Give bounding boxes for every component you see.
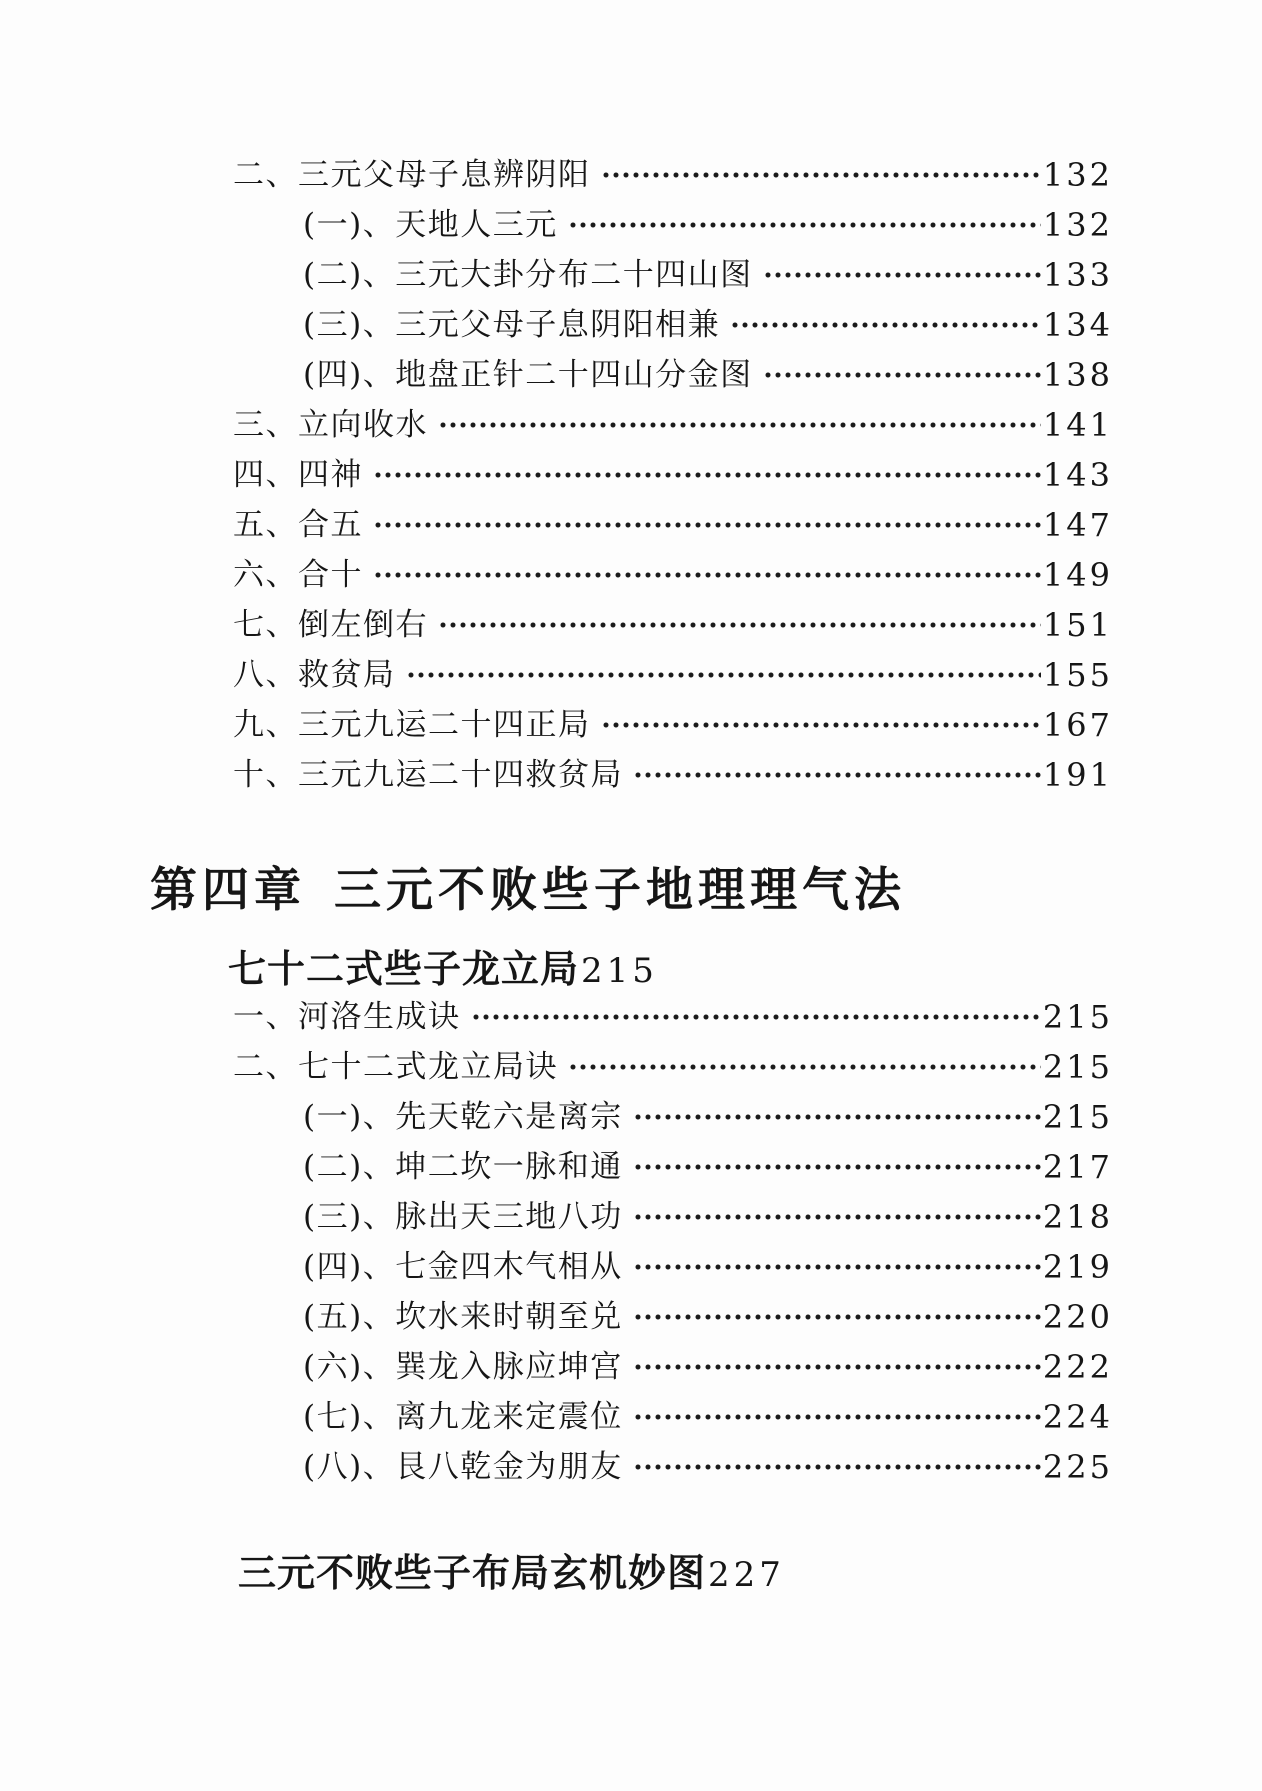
toc-entry-label: 二、七十二式龙立局诀 xyxy=(233,1048,558,1085)
dot-leader xyxy=(633,1342,1041,1392)
toc-entry xyxy=(0,500,1262,550)
toc-entry-page-number: 141 xyxy=(1042,406,1113,444)
toc-entry xyxy=(0,750,1262,800)
section-heading xyxy=(228,948,1262,992)
dot-leader xyxy=(373,550,1041,600)
dot-leader xyxy=(633,1442,1041,1492)
toc-content xyxy=(0,150,1262,1596)
toc-entry-label: (二)、坤二坎一脉和通 xyxy=(303,1148,623,1185)
chapter-number: 第四章 xyxy=(150,863,306,918)
toc-entry-label: 十、三元九运二十四救贫局 xyxy=(233,756,623,793)
toc-entry xyxy=(0,200,1262,250)
toc-entry xyxy=(0,1392,1262,1442)
dot-leader xyxy=(633,750,1041,800)
toc-entry-label: (八)、艮八乾金为朋友 xyxy=(303,1448,623,1485)
toc-entry xyxy=(0,650,1262,700)
toc-entry-label: 四、四神 xyxy=(233,456,363,493)
toc-entry-page-number: 155 xyxy=(1042,656,1113,694)
dot-leader xyxy=(568,1042,1041,1092)
toc-entry-page-number: 215 xyxy=(1042,1098,1113,1136)
toc-entry-page-number: 215 xyxy=(1042,1048,1113,1086)
toc-entry-label: (一)、先天乾六是离宗 xyxy=(303,1098,623,1135)
toc-entry-label: (六)、巽龙入脉应坤宫 xyxy=(303,1348,623,1385)
toc-entry-page-number: 133 xyxy=(1042,256,1113,294)
toc-entry-label: 九、三元九运二十四正局 xyxy=(233,706,591,743)
toc-entry-page-number: 215 xyxy=(1042,998,1113,1036)
toc-entry-page-number: 132 xyxy=(1042,206,1113,244)
toc-entry-label: (一)、天地人三元 xyxy=(303,206,558,243)
dot-leader xyxy=(438,600,1041,650)
toc-entry-page-number: 134 xyxy=(1042,306,1113,344)
dot-leader xyxy=(633,1392,1041,1442)
toc-entry-page-number: 149 xyxy=(1042,556,1113,594)
toc-entry xyxy=(0,700,1262,750)
dot-leader xyxy=(633,1192,1041,1242)
toc-entry-page-number: 222 xyxy=(1042,1348,1113,1386)
toc-entry-page-number: 224 xyxy=(1042,1398,1113,1436)
toc-entry xyxy=(0,1342,1262,1392)
section-heading-page-number: 227 xyxy=(708,1555,785,1595)
toc-entry xyxy=(0,300,1262,350)
dot-leader xyxy=(633,1242,1041,1292)
toc-entry-label: (二)、三元大卦分布二十四山图 xyxy=(303,256,753,293)
toc-entry-label: (七)、离九龙来定震位 xyxy=(303,1398,623,1435)
chapter-title: 三元不败些子地理理气法 xyxy=(334,863,906,918)
dot-leader xyxy=(373,500,1041,550)
toc-entry-page-number: 191 xyxy=(1042,756,1113,794)
section-heading xyxy=(238,1552,1262,1596)
toc-entry-label: 二、三元父母子息辨阴阳 xyxy=(233,156,591,193)
dot-leader xyxy=(568,200,1041,250)
toc-entry xyxy=(0,1442,1262,1492)
dot-leader xyxy=(633,1292,1041,1342)
toc-entry xyxy=(0,250,1262,300)
toc-entry-page-number: 218 xyxy=(1042,1198,1113,1236)
section-heading-label: 三元不败些子布局玄机妙图 xyxy=(238,1551,707,1595)
toc-entry-page-number: 225 xyxy=(1042,1448,1113,1486)
toc-entry-page-number: 132 xyxy=(1042,156,1113,194)
toc-entry-label: (三)、脉出天三地八功 xyxy=(303,1198,623,1235)
section-heading-label: 七十二式些子龙立局 xyxy=(228,947,580,991)
dot-leader xyxy=(601,700,1041,750)
toc-entry-label: 八、救贫局 xyxy=(233,656,396,693)
toc-entry xyxy=(0,150,1262,200)
toc-entry-page-number: 167 xyxy=(1042,706,1113,744)
toc-entry xyxy=(0,1292,1262,1342)
toc-entry xyxy=(0,1042,1262,1092)
toc-entry-label: 一、河洛生成诀 xyxy=(233,998,461,1035)
dot-leader xyxy=(763,250,1041,300)
toc-entry-page-number: 217 xyxy=(1042,1148,1113,1186)
toc-entry xyxy=(0,1242,1262,1292)
toc-entry-label: (三)、三元父母子息阴阳相兼 xyxy=(303,306,721,343)
toc-entry-page-number: 220 xyxy=(1042,1298,1113,1336)
toc-entry xyxy=(0,1142,1262,1192)
section-heading-page-number: 215 xyxy=(581,951,658,991)
toc-entry xyxy=(0,450,1262,500)
toc-entry xyxy=(0,1192,1262,1242)
toc-entry-page-number: 151 xyxy=(1042,606,1113,644)
toc-entry xyxy=(0,550,1262,600)
dot-leader xyxy=(633,1092,1041,1142)
toc-entry-page-number: 138 xyxy=(1042,356,1113,394)
dot-leader xyxy=(406,650,1041,700)
toc-entry xyxy=(0,400,1262,450)
toc-entry-page-number: 219 xyxy=(1042,1248,1113,1286)
toc-entry xyxy=(0,600,1262,650)
dot-leader xyxy=(438,400,1041,450)
dot-leader xyxy=(633,1142,1041,1192)
chapter-heading xyxy=(150,863,1262,918)
dot-leader xyxy=(601,150,1041,200)
toc-entry-label: 六、合十 xyxy=(233,556,363,593)
toc-entry xyxy=(0,1092,1262,1142)
toc-entry-label: (四)、地盘正针二十四山分金图 xyxy=(303,356,753,393)
dot-leader xyxy=(471,992,1041,1042)
dot-leader xyxy=(373,450,1041,500)
dot-leader xyxy=(763,350,1041,400)
toc-entry-label: (四)、七金四木气相从 xyxy=(303,1248,623,1285)
toc-entry xyxy=(0,350,1262,400)
toc-entry xyxy=(0,992,1262,1042)
toc-entry-page-number: 147 xyxy=(1042,506,1113,544)
toc-entry-label: 七、倒左倒右 xyxy=(233,606,428,643)
toc-entry-label: 三、立向收水 xyxy=(233,406,428,443)
toc-entry-page-number: 143 xyxy=(1042,456,1113,494)
dot-leader xyxy=(730,300,1041,350)
toc-entry-label: 五、合五 xyxy=(233,506,363,543)
toc-entry-label: (五)、坎水来时朝至兑 xyxy=(303,1298,623,1335)
